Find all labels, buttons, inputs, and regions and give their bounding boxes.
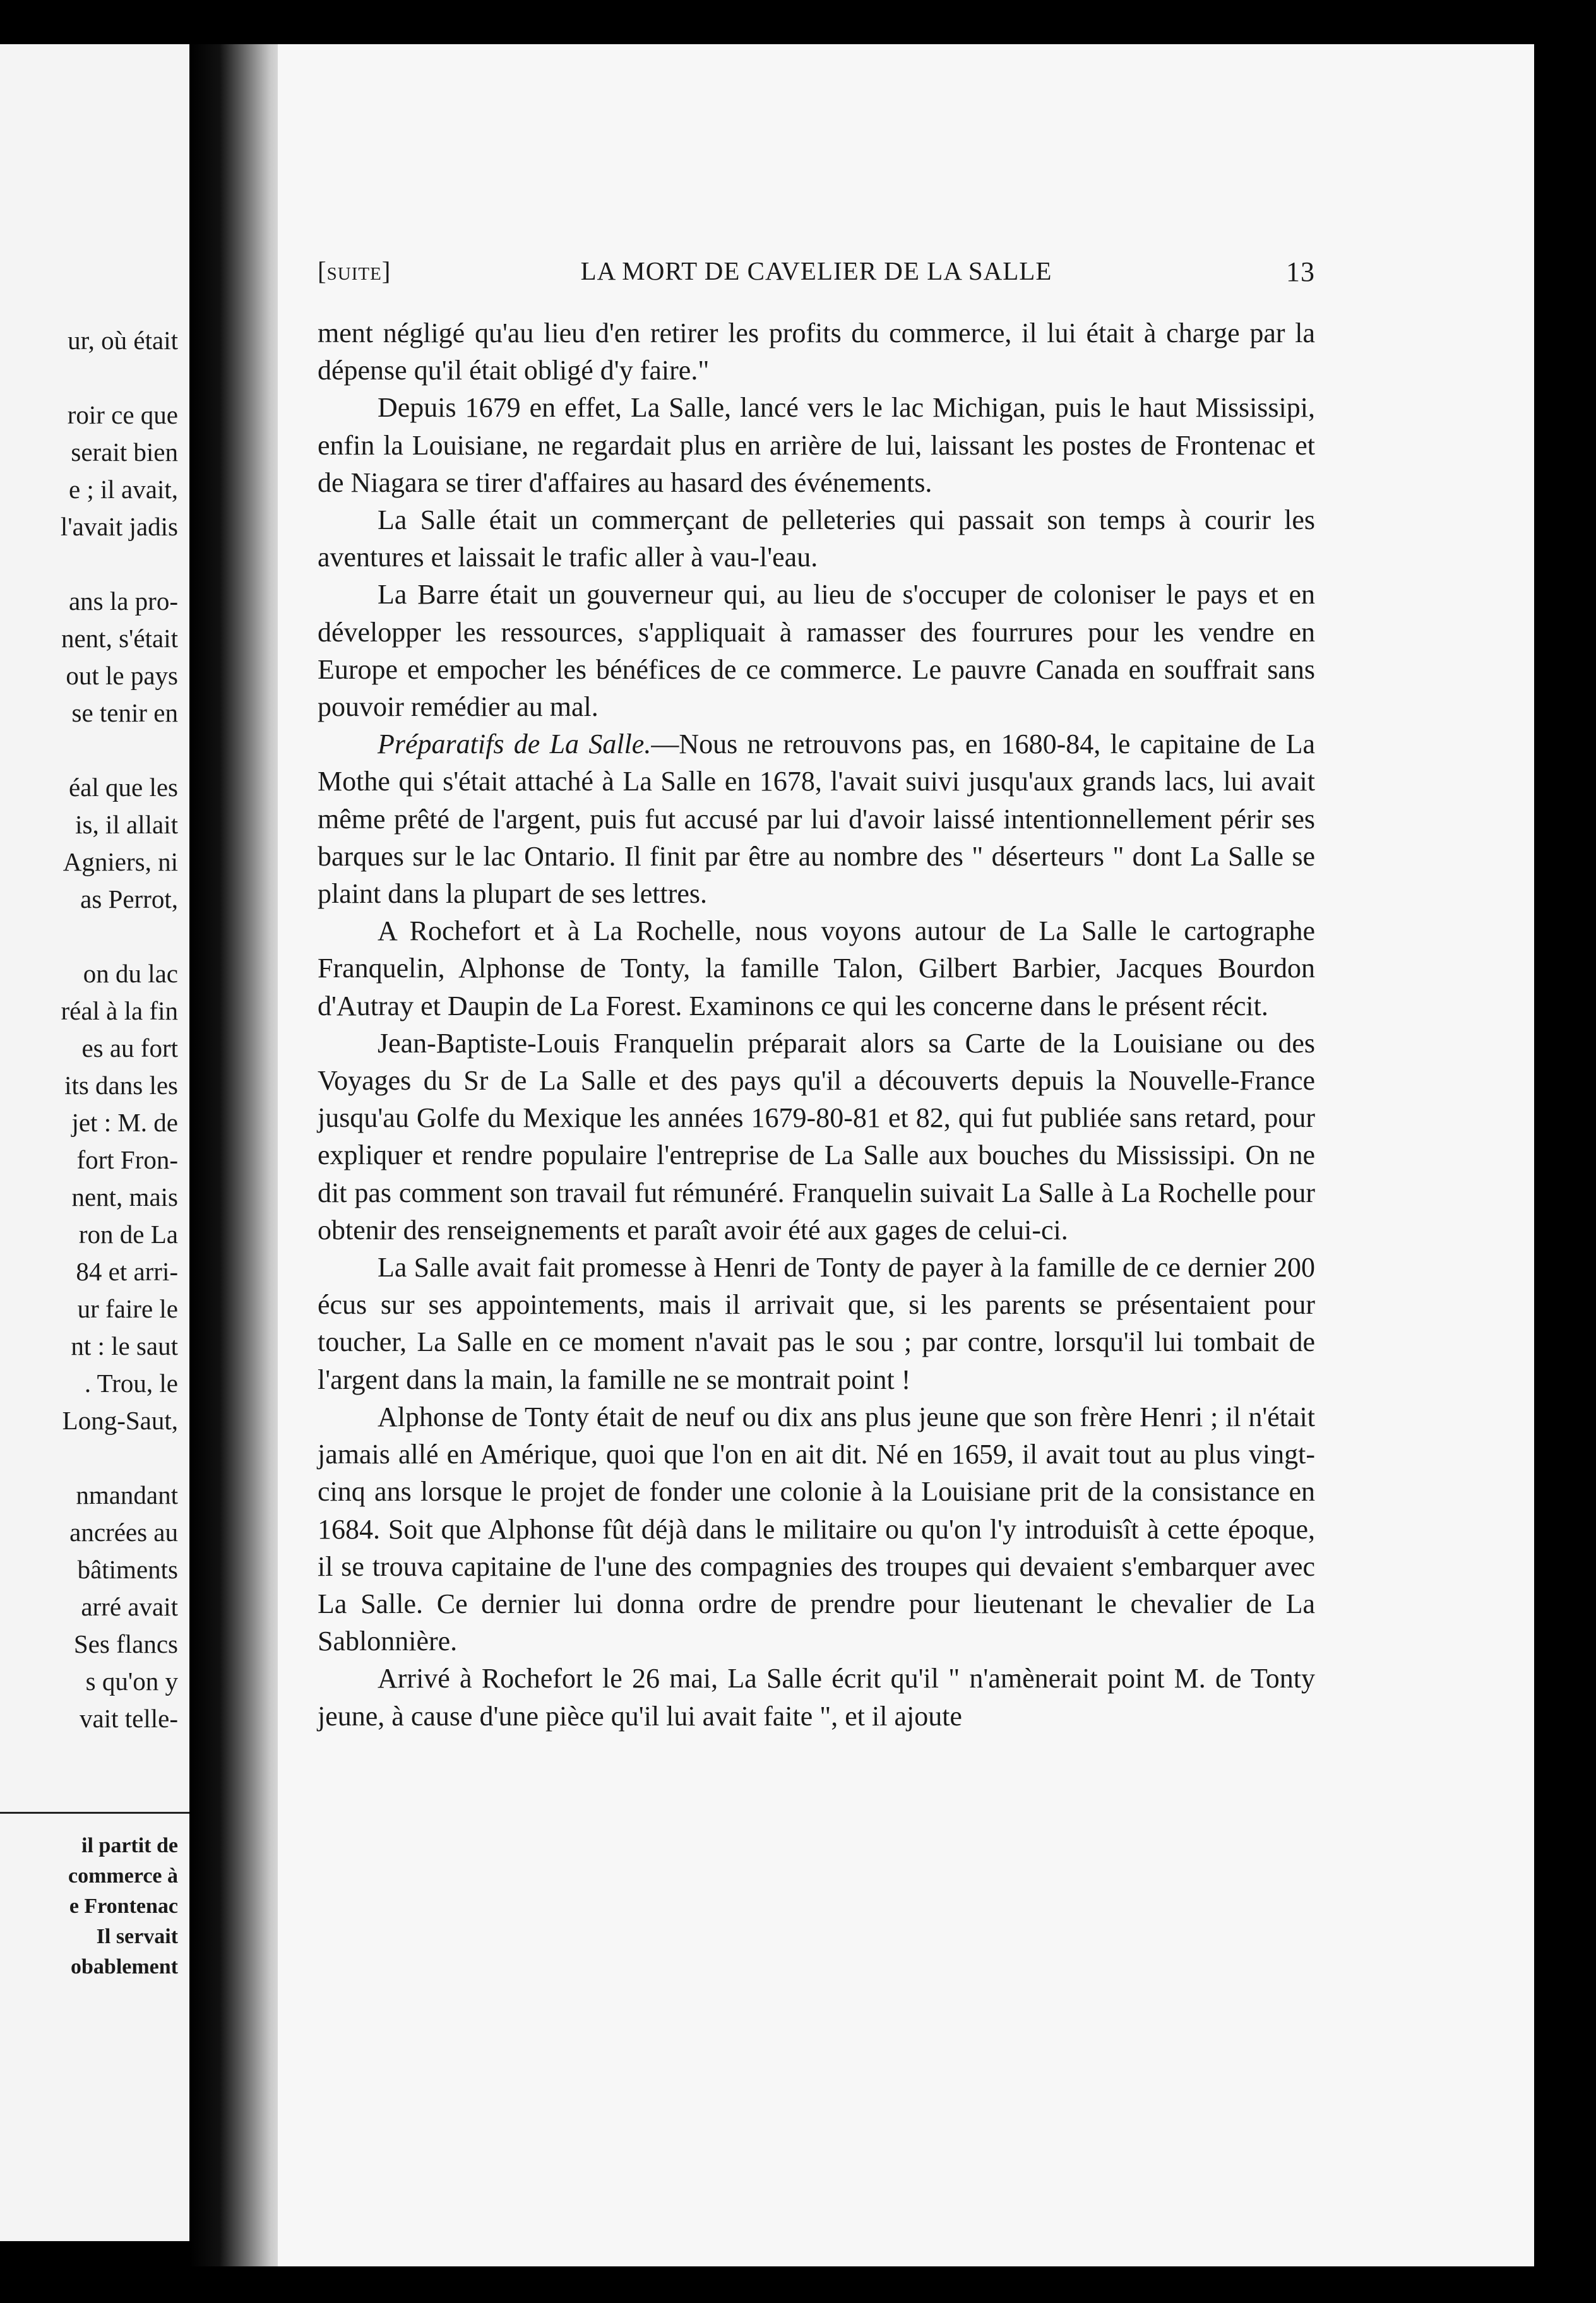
paragraph: Jean-Baptiste-Louis Franquelin préparait alors sa Carte de la Louisiane ou des Voyages du Sr de La Salle et des pays qu'il a découverts depuis la Nouvelle-France jusqu'au Golfe du Mexique les années 1679-80-81 et 82, qui fut publiée sans retard, pour expliquer et rendre populaire l'entreprise de La Salle aux bouches du Mississipi. On ne dit pas comment son travail fut rémunéré. Franquelin suivait La Salle à La Rochelle pour obtenir des renseignements et paraît avoir été aux gages de celui-ci. — [318, 1027, 1315, 1246]
facing-page-text-fragment: l'avait jadis — [60, 512, 178, 541]
facing-page-text-fragment: fort Fron- — [76, 1145, 178, 1174]
facing-page-text-fragment: ur, où était — [68, 326, 178, 355]
facing-page-fragment — [0, 44, 189, 2241]
paragraph: Depuis 1679 en effet, La Salle, lancé vers le lac Michigan, puis le haut Mississipi, enfin la Louisiane, ne regardait plus en arrière de lui, laissant les postes de Frontenac et de Niagara se tirer d'affaires au hasard des événements. — [318, 392, 1315, 498]
facing-page-footnote-fragment: e Frontenac — [69, 1895, 178, 1918]
scan-speck — [1466, 27, 1469, 35]
running-header — [318, 256, 1315, 294]
facing-page-text-fragment: bâtiments — [77, 1555, 178, 1584]
facing-page-footnote-fragment: obablement — [71, 1955, 178, 1979]
section-heading: Préparatifs de La Salle. — [378, 729, 652, 760]
paragraph-text: —Nous ne retrouvons pas, en 1680-84, le capitaine de La Mothe qui s'était attaché à La Salle en 1678, l'avait suivi jusqu'aux grands lacs, lui avait même prêté de l'argent, puis fut accusé par lui d'avoir laissé intentionnellement périr ses barques sur le lac Ontario. Il finit par être au nombre des " déserteurs " dont La Salle se plaint dans la plupart de ses lettres. — [318, 729, 1315, 910]
page-body — [318, 314, 1315, 1735]
facing-page-text-fragment: se tenir en — [71, 698, 178, 727]
paragraph-preparatifs — [318, 725, 1315, 912]
facing-page-text-fragment: its dans les — [64, 1071, 178, 1100]
facing-page-text-fragment: Long-Saut, — [62, 1406, 178, 1435]
facing-page-text-fragment: ancrées au — [69, 1518, 178, 1547]
facing-page-text-fragment: nent, s'était — [61, 624, 178, 653]
facing-page-footnote-fragment: Il servait — [96, 1925, 178, 1948]
facing-page-text-fragment: es au fort — [81, 1033, 178, 1062]
facing-page-text-fragment: nt : le saut — [71, 1331, 178, 1360]
paragraph: La Salle était un commerçant de pelleteries qui passait son temps à courir les aventures et laissait le trafic aller à vau-l'eau. — [318, 504, 1315, 573]
footnote-rule — [0, 1812, 189, 1814]
paragraph: ment négligé qu'au lieu d'en retirer les profits du commerce, il lui était à charge par la dépense qu'il était obligé d'y faire." — [318, 318, 1315, 386]
book-gutter-shadow — [189, 44, 290, 2266]
page-number: 13 — [1286, 256, 1315, 287]
header-title: LA MORT DE CAVELIER DE LA SALLE — [580, 256, 1052, 285]
facing-page-text-fragment: s qu'on y — [85, 1667, 178, 1696]
paragraph: Alphonse de Tonty était de neuf ou dix ans plus jeune que son frère Henri ; il n'était jamais allé en Amérique, quoi que l'on en ait dit. Né en 1659, il avait tout au plus vingt-cinq ans lorsque le projet de fonder une colonie à la Louisiane prit de la consistance en 1684. Soit que Alphonse fût déjà dans le militaire ou qu'on l'y introduisît à cette époque, il se trouva capitaine de l'une des compagnies des troupes qui devaient s'embarquer avec La Salle. Ce dernier lui donna ordre de prendre pour lieutenant le chevalier de La Sablonnière. — [318, 1401, 1315, 1657]
facing-page-footnote-fragment: commerce à — [68, 1864, 178, 1888]
facing-page-text-fragment: ur faire le — [77, 1294, 178, 1323]
facing-page-text-fragment: on du lac — [83, 959, 178, 988]
paragraph: La Salle avait fait promesse à Henri de Tonty de payer à la famille de ce dernier 200 écus sur ses appointements, mais il arrivait que, si les parents se présentaient pour toucher, La Salle en ce moment n'avait pas le sou ; par contre, lorsqu'il lui tombait de l'argent dans la main, la famille ne se montrait point ! — [318, 1252, 1315, 1395]
facing-page-text-fragment: éal que les — [68, 773, 178, 802]
facing-page-text-fragment: jet : M. de — [71, 1108, 178, 1137]
facing-page-footnote-fragment: il partit de — [81, 1834, 178, 1857]
scan-speck — [1540, 549, 1566, 552]
header-section-label: [suite] — [318, 256, 391, 285]
facing-page-text-fragment: vait telle- — [80, 1704, 178, 1733]
facing-page-text-fragment: . Trou, le — [84, 1369, 178, 1398]
facing-page-text-fragment: e ; il avait, — [68, 475, 178, 504]
paragraph: La Barre était un gouverneur qui, au lieu de s'occuper de coloniser le pays et en développer les ressources, s'appliquait à ramasser des fourrures pour les vendre en Europe et empocher les bénéfices de ce commerce. Le pauvre Canada en souffrait sans pouvoir remédier au mal. — [318, 579, 1315, 723]
facing-page-text-fragment: nmandant — [76, 1480, 178, 1509]
facing-page-text-fragment: as Perrot, — [80, 884, 178, 913]
facing-page-text-fragment: out le pays — [66, 661, 178, 690]
facing-page-text-fragment: nent, mais — [71, 1182, 178, 1211]
facing-page-text-fragment: ron de La — [78, 1220, 178, 1249]
facing-page-text-fragment: ans la pro- — [68, 586, 178, 616]
facing-page-text-fragment: Ses flancs — [73, 1629, 178, 1658]
facing-page-text-fragment: Agniers, ni — [63, 847, 178, 876]
facing-page-text-fragment: is, il allait — [75, 810, 178, 839]
paragraph: A Rochefort et à La Rochelle, nous voyons autour de La Salle le cartographe Franquelin, Alphonse de Tonty, la famille Talon, Gilbert Barbier, Jacques Bourdon d'Autray et Daupin de La Forest. Examinons ce qui les concerne dans le présent récit. — [318, 915, 1315, 1021]
paragraph: Arrivé à Rochefort le 26 mai, La Salle écrit qu'il " n'amènerait point M. de Tonty jeune, à cause d'une pièce qu'il lui avait faite ", et il ajoute — [318, 1663, 1315, 1732]
facing-page-text-fragment: serait bien — [71, 437, 178, 467]
facing-page-text-fragment: roir ce que — [67, 400, 178, 429]
facing-page-text-fragment: arré avait — [81, 1592, 178, 1621]
facing-page-text-fragment: 84 et arri- — [76, 1257, 178, 1286]
facing-page-text-fragment: réal à la fin — [61, 996, 178, 1025]
